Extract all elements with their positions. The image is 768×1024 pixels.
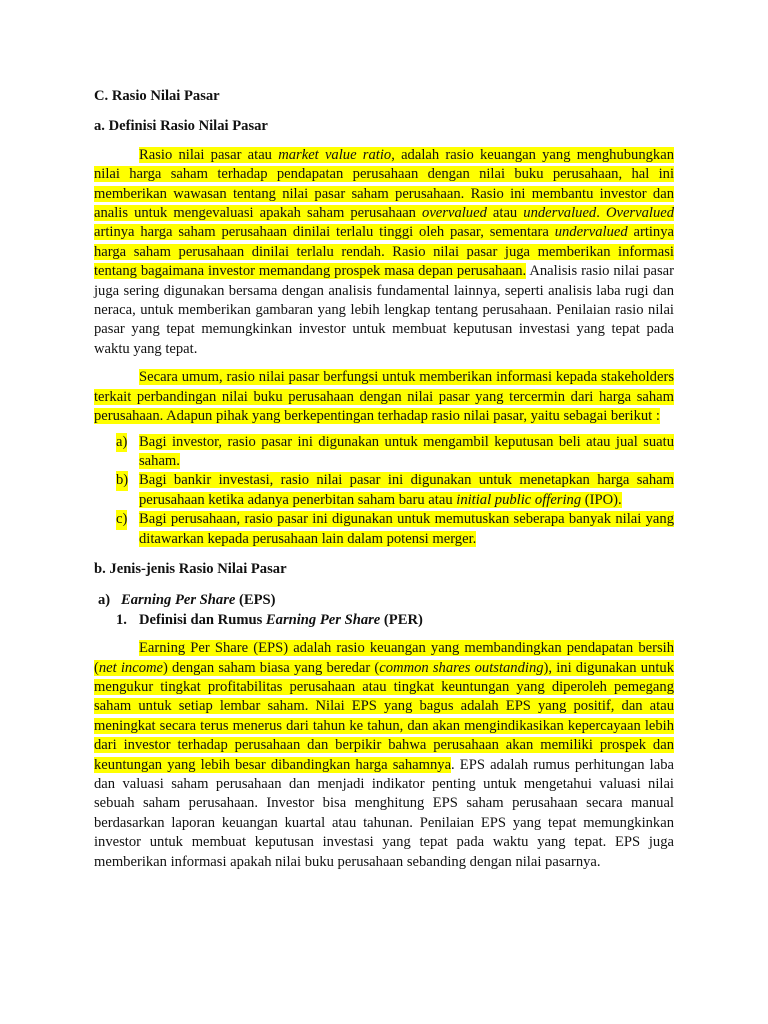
highlighted-text: Earning Per Share (EPS) adalah rasio keuangan yang membandingkan pendapatan bersih (net income) dengan saham biasa yang beredar (common shares outstanding), ini digunakan untuk mengukur tingkat profitabilitas perusahaan atau tingkat keuntungan yang diperoleh pemegang saham untuk setiap lembar saham. Nilai EPS yang bagus adalah EPS yang positif, dan atau meningkat secara terus menerus dari tahun ke tahun, dan akan mengindikasikan kepercayaan lebih dari investor terhadap perusahaan dan berpikir bahwa perusahaan akan memiliki prospek dan keuntungan yang lebih besar dibandingkan harga sahamnya [94,640,674,773]
highlighted-text: Rasio nilai pasar atau market value ratio, adalah rasio keuangan yang menghubungkan nilai harga saham terhadap pendapatan perusahaan dengan nilai buku perusahaan, hal ini memberikan wawasan tentang nilai pasar saham perusahaan. Rasio ini membantu investor dan analis untuk mengevaluasi apakah saham perusahaan overvalued atau undervalued. Overvalued artinya harga saham perusahaan dinilai terlalu tinggi oleh pasar, sementara undervalued artinya harga saham perusahaan dinilai terlalu rendah. Rasio nilai pasar juga memberikan informasi tentang bagaimana investor memandang prospek masa depan perusahaan. [94,146,675,280]
stakeholder-list [94,433,674,549]
document-page [94,82,674,872]
list-item: a) Bagi investor, rasio pasar ini digunakan untuk mengambil keputusan beli atau jual suatu saham. [116,433,674,469]
subsection-heading-types: b. Jenis-jenis Rasio Nilai Pasar [94,560,287,577]
paragraph-definition [94,146,674,359]
paragraph-eps [94,639,674,872]
list-item: b) Bagi bankir investasi, rasio nilai pasar ini digunakan untuk menetapkan harga saham perusahaan ketika adanya penerbitan saham baru atau initial public offering (IPO). [116,472,674,508]
plain-text: Analisis rasio nilai pasar juga sering digunakan bersama dengan analisis fundamental lainnya, seperti analisis laba rugi dan neraca, untuk memberikan gambaran yang lebih lengkap tentang perusahaan. Penilaian rasio nilai pasar yang tepat memungkinkan investor untuk membuat keputusan investasi yang tepat pada waktu yang tepat. [94,263,674,357]
sub-heading-eps-definition: 1. Definisi dan Rumus Earning Per Share (PER) [116,611,423,628]
section-heading-c: C. Rasio Nilai Pasar [94,88,220,104]
sub-heading-eps: a) Earning Per Share (EPS) [98,592,276,609]
plain-text: . EPS adalah rumus perhitungan laba dan valuasi saham perusahaan dan menjadi indikator penting untuk mengetahui valuasi nilai sebuah saham perusahaan. Investor bisa menghitung EPS saham perusahaan secara manual berdasarkan laporan keuangan kuartal atau tahunan. Penilaian EPS yang tepat memungkinkan investor untuk membuat keputusan investasi yang tepat pada waktu yang tepat. EPS juga memberikan informasi apakah nilai buku perusahaan sebanding dengan nilai pasarnya. [94,756,674,870]
subsection-heading-definition: a. Definisi Rasio Nilai Pasar [94,118,268,135]
paragraph-function [94,368,674,426]
highlighted-text: Secara umum, rasio nilai pasar berfungsi untuk memberikan informasi kepada stakeholders terkait perbandingan nilai buku perusahaan dengan nilai pasar yang tercermin dari harga saham perusahaan. Adapun pihak yang berkepentingan terhadap rasio nilai pasar, yaitu sebagai berikut : [94,369,674,425]
list-item: c) Bagi perusahaan, rasio pasar ini digunakan untuk memutuskan seberapa banyak nilai yang ditawarkan kepada perusahaan lain dalam potensi merger. [116,511,674,547]
